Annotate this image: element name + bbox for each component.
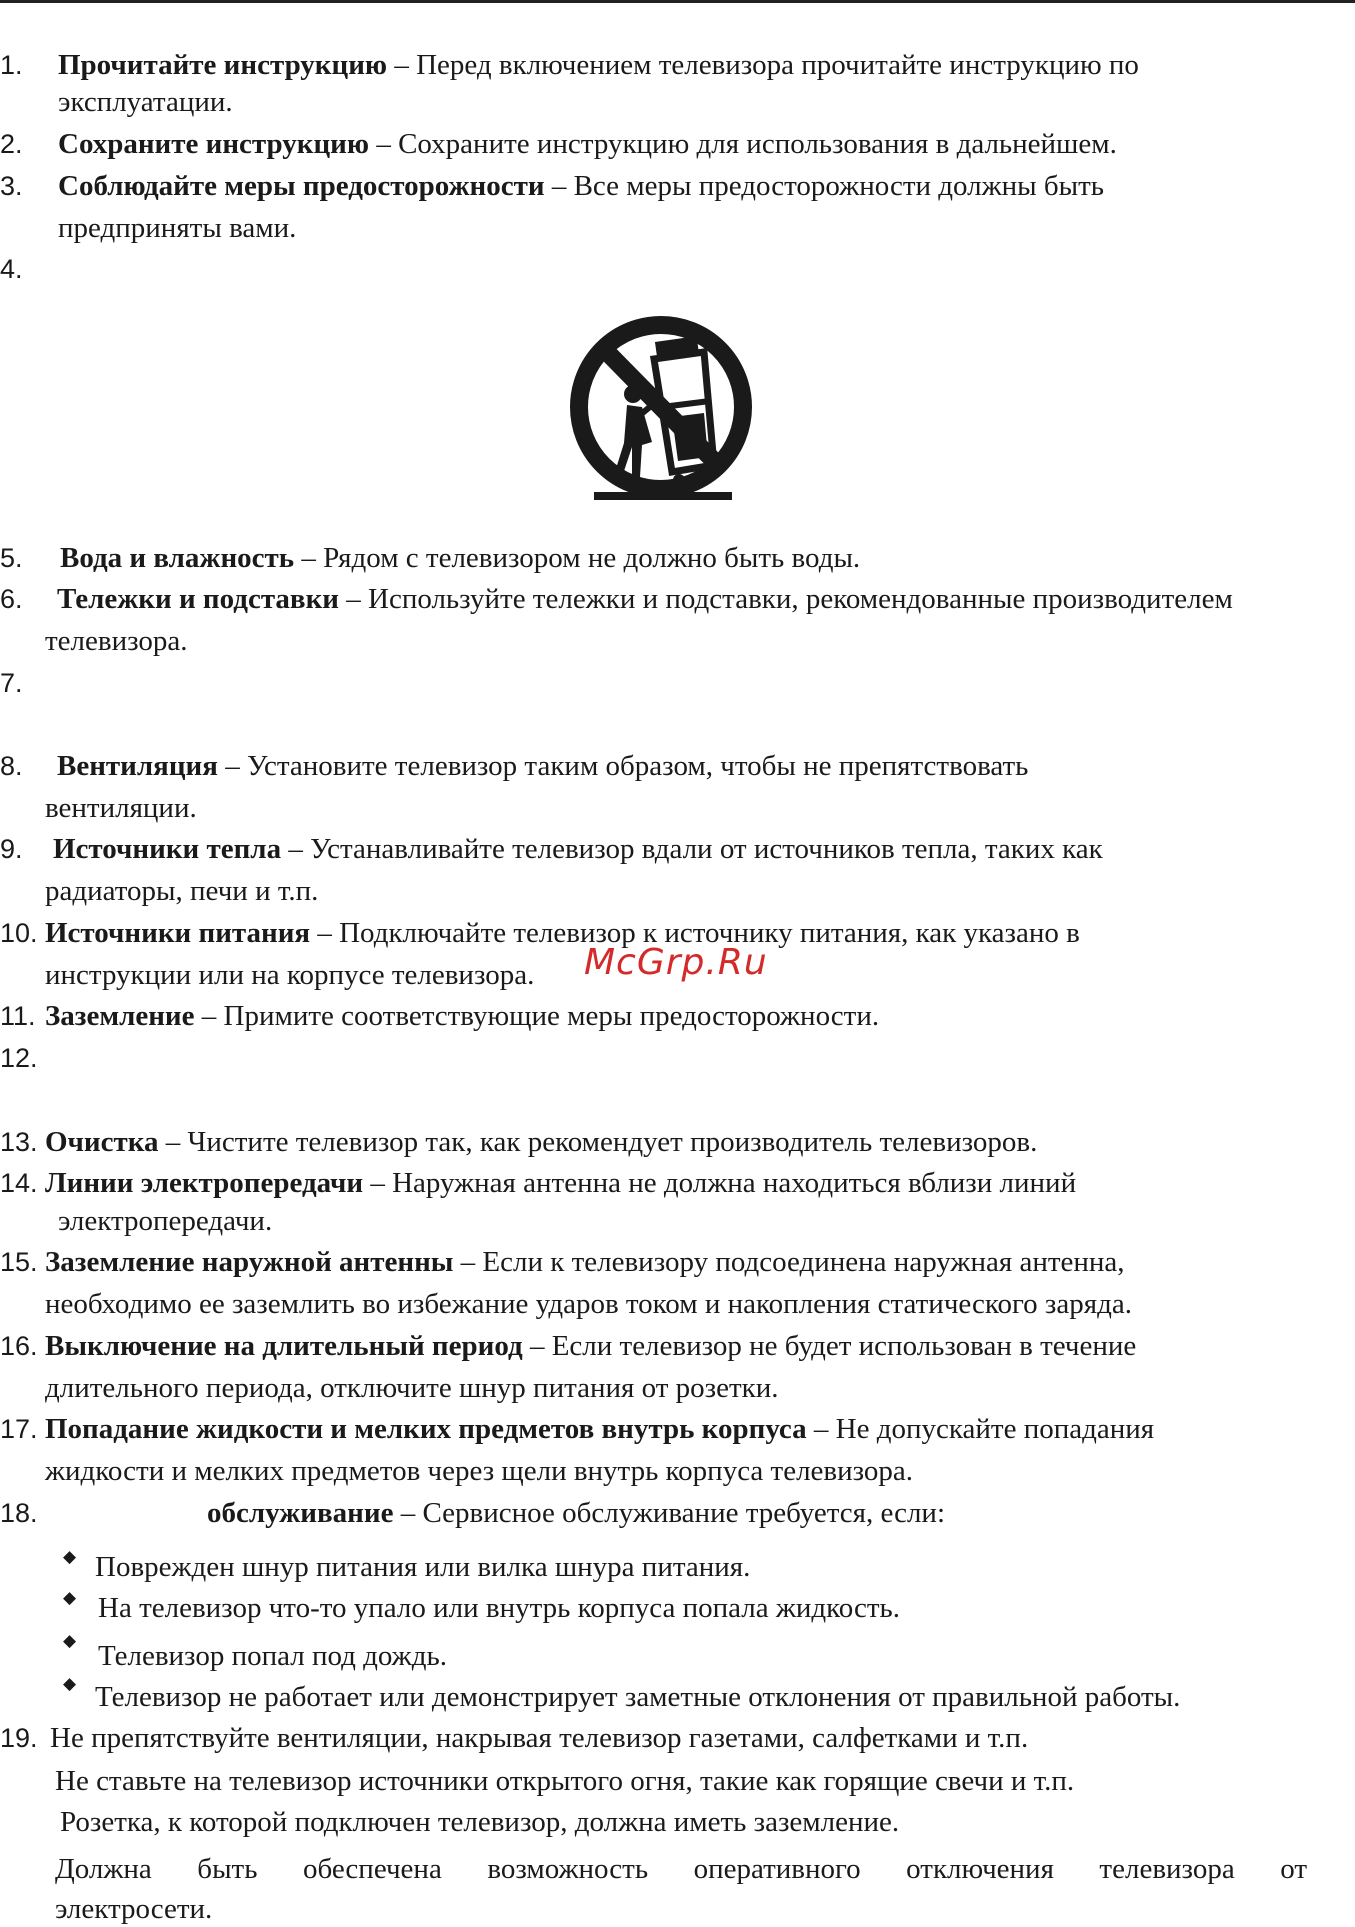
list-item: Линии электропередачи – Наружная антенна не должна находиться вблизи линий [45,1167,1077,1199]
item-title: Прочитайте инструкцию [58,49,388,81]
item-number: 8. [0,751,23,781]
item-number: 11. [0,1001,36,1031]
item-number: 10. [0,918,38,948]
item-text: Чистите телевизор так, как рекомендует производитель телевизоров. [187,1126,1038,1158]
item-text: Если к телевизору подсоединена наружная антенна, [482,1246,1125,1278]
item-number: 18. [0,1498,38,1528]
list-item: Попадание жидкости и мелких предметов внутрь корпуса – Не допускайте попадания [45,1413,1155,1445]
item-continuation: телевизора. [45,625,188,657]
item-number: 17. [0,1414,38,1444]
item-text: Сервисное обслуживание требуется, если: [422,1497,946,1529]
list-item: Заземление наружной антенны – Если к телевизору подсоединена наружная антенна, [45,1246,1125,1278]
list-item: Тележки и подставки – Используйте тележки и подставки, рекомендованные производителем [57,583,1233,615]
item-text: Устанавливайте телевизор вдали от источников тепла, таких как [310,833,1103,865]
item-continuation: необходимо ее заземлить во избежание ударов током и накопления статического заряда. [45,1288,1132,1320]
item-title: Вода и влажность [60,542,295,574]
item-title: Тележки и подставки [57,583,339,615]
list-item: Выключение на длительный период – Если телевизор не будет использован в течение [45,1330,1137,1362]
item-continuation: электропередачи. [58,1205,273,1237]
item-title: обслуживание [207,1497,394,1529]
item-number: 16. [0,1331,38,1361]
list-item: Вода и влажность – Рядом с телевизором не должно быть воды. [60,542,861,574]
item-text: Используйте тележки и подставки, рекомендованные производителем [368,583,1233,615]
item-continuation: инструкции или на корпусе телевизора. [45,959,535,991]
bullet-item: Телевизор попал под дождь. [98,1640,447,1672]
item-number: 6. [0,584,23,614]
item-title: Выключение на длительный период [45,1330,523,1362]
item-title: Источники тепла [53,833,282,865]
item-text: Рядом с телевизором не должно быть воды. [323,542,861,574]
list-item: Прочитайте инструкцию – Перед включением телевизора прочитайте инструкцию по [58,49,1139,81]
list-item: Источники тепла – Устанавливайте телевизор вдали от источников тепла, таких как [53,833,1103,865]
item-text: Сохраните инструкцию для использования в дальнейшем. [398,128,1117,160]
item-text: Установите телевизор таким образом, чтобы не препятствовать [246,750,1029,782]
item-title: Очистка [45,1126,159,1158]
item-text: Все меры предосторожности должны быть [573,170,1105,202]
item-number: 3. [0,171,23,201]
item-title: Заземление [45,1000,195,1032]
paragraph: Розетка, к которой подключен телевизор, должна иметь заземление. [60,1806,900,1838]
bullet-icon: ◆ [63,1588,77,1607]
bullet-item: На телевизор что-то упало или внутрь корпуса попала жидкость. [98,1592,901,1624]
item-title: Соблюдайте меры предосторожности [58,170,545,202]
list-item: Соблюдайте меры предосторожности – Все меры предосторожности должны быть [58,170,1105,202]
item-text: Не допускайте попадания [835,1413,1155,1445]
item-number: 4. [0,254,23,284]
item-text: Если телевизор не будет использован в течение [551,1330,1137,1362]
list-item: Источники питания – Подключайте телевизор к источнику питания, как указано в [45,917,1080,949]
item-number: 9. [0,834,23,864]
item-continuation: эксплуатации. [58,86,233,118]
item-number: 7. [0,668,23,698]
list-item: Не препятствуйте вентиляции, накрывая телевизор газетами, салфетками и т.п. [50,1722,1029,1754]
item-title: Источники питания [45,917,311,949]
list-item: Сохраните инструкцию – Сохраните инструкцию для использования в дальнейшем. [58,128,1117,160]
item-continuation: длительного периода, отключите шнур питания от розетки. [45,1372,779,1404]
list-item: обслуживание – Сервисное обслуживание требуется, если: [207,1497,946,1529]
item-text: Подключайте телевизор к источнику питания, как указано в [339,917,1080,949]
list-item: Заземление – Примите соответствующие меры предосторожности. [45,1000,880,1032]
item-title: Линии электропередачи [45,1167,364,1199]
bullet-icon: ◆ [63,1674,77,1693]
item-continuation: предприняты вами. [58,212,297,244]
item-number: 5. [0,543,23,573]
watermark: McGrp.Ru [584,942,768,983]
bullet-icon: ◆ [63,1547,77,1566]
item-title: Сохраните инструкцию [58,128,370,160]
item-continuation: жидкости и мелких предметов через щели внутрь корпуса телевизора. [45,1455,914,1487]
bullet-icon: ◆ [63,1631,77,1650]
bullet-item: Телевизор не работает или демонстрирует заметные отклонения от правильной работы. [95,1681,1181,1713]
item-text: Наружная антенна не должна находиться вблизи линий [392,1167,1077,1199]
top-rule [0,0,1355,3]
item-text: Примите соответствующие меры предосторожности. [223,1000,880,1032]
item-title: Попадание жидкости и мелких предметов внутрь корпуса [45,1413,807,1445]
item-title: Заземление наружной антенны [45,1246,454,1278]
list-item: Вентиляция – Установите телевизор таким образом, чтобы не препятствовать [57,750,1029,782]
item-number: 15. [0,1247,38,1277]
paragraph-justified: Должна быть обеспечена возможность оперативного отключения телевизора от [55,1853,1307,1885]
paragraph: электросети. [55,1893,213,1925]
item-number: 19. [0,1723,38,1753]
item-continuation: вентиляции. [45,792,197,824]
item-text: Перед включением телевизора прочитайте инструкцию по [416,49,1139,81]
item-continuation: радиаторы, печи и т.п. [45,875,319,907]
paragraph: Не ставьте на телевизор источники открытого огня, такие как горящие свечи и т.п. [55,1765,1075,1797]
list-item: Очистка – Чистите телевизор так, как рекомендует производитель телевизоров. [45,1126,1038,1158]
item-number: 13. [0,1127,38,1157]
no-cart-tipping-warning-icon [564,297,759,522]
item-number: 14. [0,1168,38,1198]
item-number: 2. [0,129,23,159]
item-title: Вентиляция [57,750,218,782]
item-number: 1. [0,50,23,80]
bullet-item: Поврежден шнур питания или вилка шнура питания. [95,1551,751,1583]
item-number: 12. [0,1043,38,1073]
